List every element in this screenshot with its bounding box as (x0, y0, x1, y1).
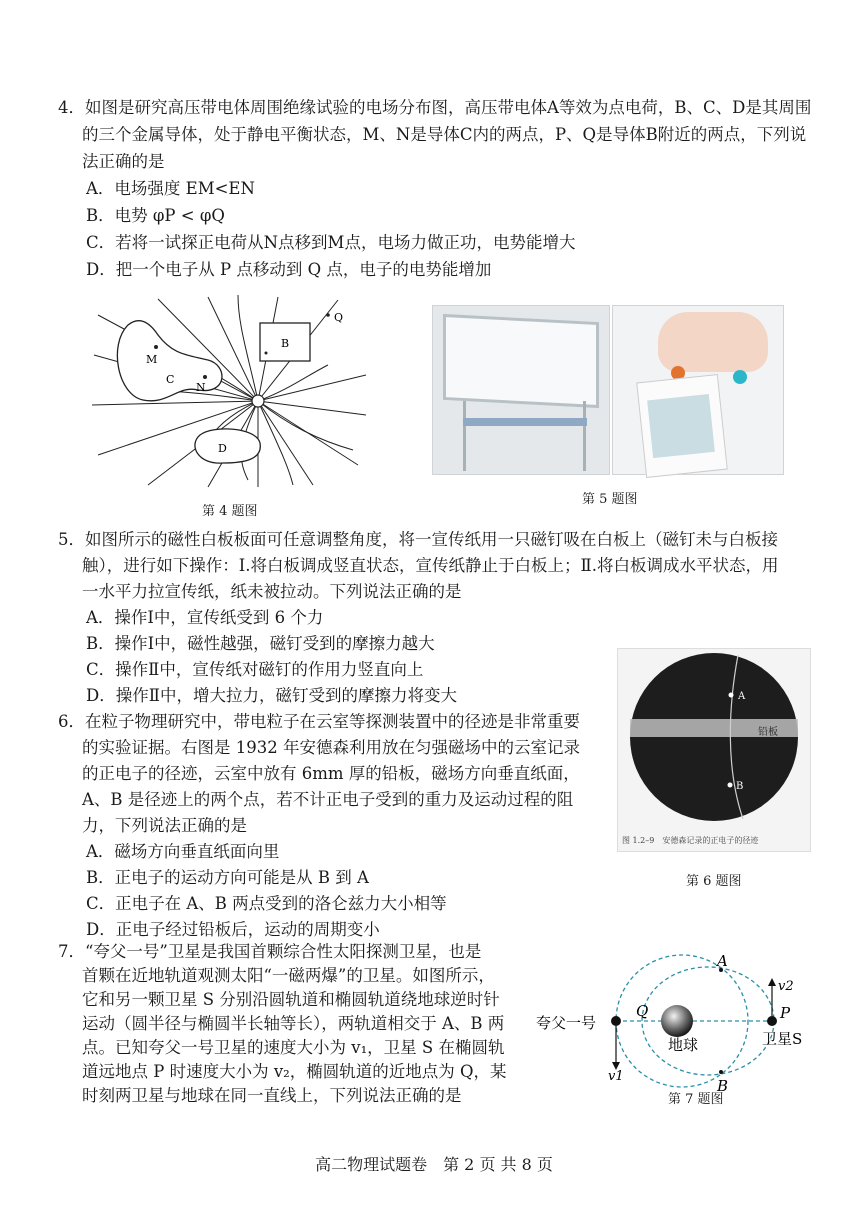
q4-field-figure (88, 295, 370, 490)
q4-caption: 第 4 题图 (202, 504, 258, 519)
q4-line-2: 的三个金属导体，处于静电平衡状态，M、N是导体C内的两点，P、Q是导体B附近的两点，下列说 (82, 125, 807, 144)
q5-option-b: B．操作Ⅰ中，磁性越强，磁钉受到的摩擦力越大 (86, 634, 435, 653)
q4-label-q: Q (334, 311, 344, 324)
q6-caption: 第 6 题图 (686, 874, 742, 889)
q7-line-1: 7．“夸父一号”卫星是我国首颗综合性太阳探测卫星，也是 (58, 942, 482, 961)
q7-label-v2: v2 (778, 979, 794, 994)
q7-line-5: 点。已知夸父一号卫星的速度大小为 v₁，卫星 S 在椭圆轨 (82, 1038, 505, 1057)
q7-label-v1: v1 (608, 1069, 624, 1084)
q4-label-m: M (146, 353, 158, 366)
q7-line-4: 运动（圆半径与椭圆半长轴等长），两轨道相交于 A、B 两 (82, 1014, 505, 1033)
q4-option-a: A．电场强度 EM<EN (86, 179, 255, 198)
q6-line-5: 力，下列说法正确的是 (82, 816, 247, 835)
q6-option-d: D．正电子经过铅板后，运动的周期变小 (86, 920, 380, 939)
q7-label-p: P (780, 1004, 791, 1022)
q5-option-c: C．操作Ⅱ中，宣传纸对磁钉的作用力竖直向上 (86, 660, 424, 679)
q7-line-7: 时刻两卫星与地球在同一直线上，下列说法正确的是 (82, 1086, 462, 1105)
q6-label-a: A (738, 691, 746, 702)
q6-line-2: 的实验证据。右图是 1932 年安德森利用放在匀强磁场中的云室记录 (82, 738, 580, 757)
q7-caption: 第 7 题图 (668, 1092, 724, 1107)
q6-label-lead: 铅板 (758, 727, 778, 738)
q6-label-b: B (736, 781, 744, 792)
q6-cloud-chamber-figure (617, 648, 811, 852)
page-footer: 高二物理试题卷 第 2 页 共 8 页 (315, 1155, 553, 1174)
q6-option-b: B．正电子的运动方向可能是从 B 到 A (86, 868, 369, 887)
q6-figure-caption: 图 1.2–9 安德森记录的正电子的径迹 (622, 836, 759, 845)
q5-option-d: D．操作Ⅱ中，增大拉力，磁钉受到的摩擦力将变大 (86, 686, 457, 705)
q5-caption: 第 5 题图 (582, 492, 638, 507)
q6-line-1: 6．在粒子物理研究中，带电粒子在云室等探测装置中的径迹是非常重要 (58, 712, 580, 731)
q7-orbit-figure (532, 946, 832, 1104)
q7-label-earth: 地球 (668, 1036, 699, 1054)
q4-option-d: D．把一个电子从 P 点移动到 Q 点，电子的电势能增加 (86, 260, 492, 279)
q4-line-3: 法正确的是 (82, 152, 165, 171)
q7-label-kuafu: 夸父一号 (536, 1014, 597, 1032)
q6-line-3: 的正电子的径迹，云室中放有 6mm 厚的铅板，磁场方向垂直纸面， (82, 764, 580, 783)
q4-line-1: 4．如图是研究高压带电体周围绝缘试验的电场分布图，高压带电体A等效为点电荷，B、C、D是其周围 (58, 98, 812, 117)
q5-option-a: A．操作Ⅰ中，宣传纸受到 6 个力 (86, 608, 324, 627)
q6-line-4: A、B 是径迹上的两个点，若不计正电子受到的重力及运动过程的阻 (82, 790, 574, 809)
q7-label-b: B (717, 1077, 729, 1095)
q7-line-3: 它和另一颗卫星 S 分别沿圆轨道和椭圆轨道绕地球逆时针 (82, 990, 500, 1009)
q5-line-2: 触），进行如下操作：Ⅰ.将白板调成竖直状态，宣传纸静止于白板上；Ⅱ.将白板调成水平状态，用 (82, 556, 779, 575)
q7-line-2: 首颗在近地轨道观测太阳“一磁两爆”的卫星。如图所示， (82, 966, 495, 985)
q4-label-n: N (196, 381, 206, 394)
q4-option-c: C．若将一试探正电荷从N点移到M点，电场力做正功，电势能增大 (86, 233, 576, 252)
q4-label-c: C (166, 373, 175, 386)
q5-line-1: 5．如图所示的磁性白板板面可任意调整角度，将一宣传纸用一只磁钉吸在白板上（磁钉未与白板接 (58, 530, 778, 549)
q4-label-d: D (218, 442, 227, 455)
q4-label-b: B (281, 337, 290, 350)
q7-label-q: Q (636, 1002, 649, 1020)
q7-label-a: A (717, 952, 728, 970)
q5-photo-magnet (612, 305, 784, 475)
q5-photo-whiteboard (432, 305, 610, 475)
q5-line-3: 一水平力拉宣传纸，纸未被拉动。下列说法正确的是 (82, 582, 462, 601)
q7-line-6: 道远地点 P 时速度大小为 v₂，椭圆轨道的近地点为 Q，某 (82, 1062, 507, 1081)
q6-option-a: A．磁场方向垂直纸面向里 (86, 842, 280, 861)
q7-label-satellite: 卫星S (762, 1030, 803, 1048)
q6-option-c: C．正电子在 A、B 两点受到的洛仑兹力大小相等 (86, 894, 447, 913)
q4-option-b: B．电势 φP < φQ (86, 206, 225, 225)
